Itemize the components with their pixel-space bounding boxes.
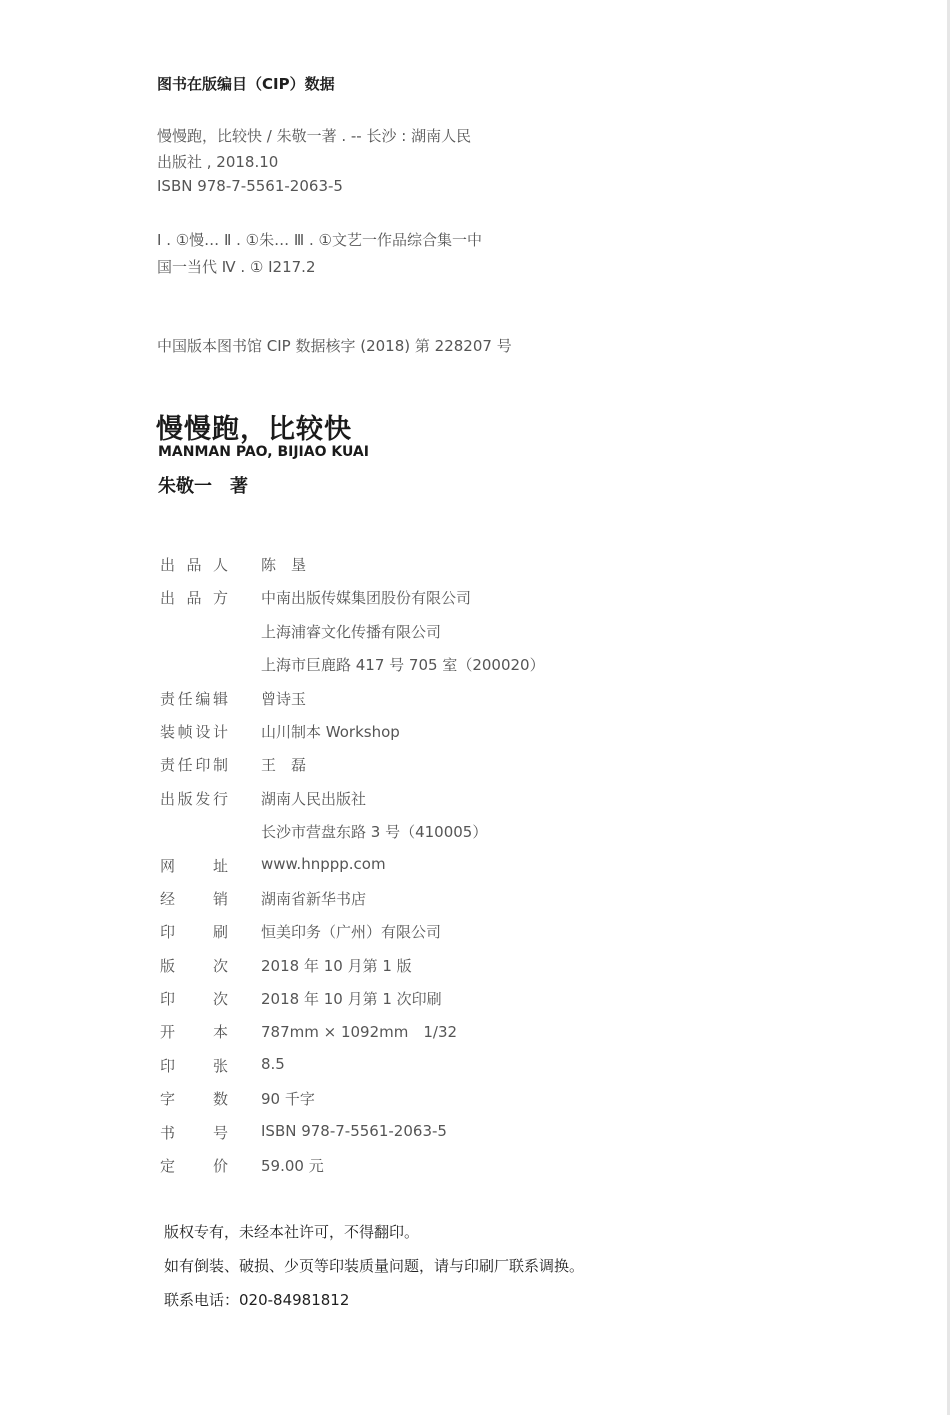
copyright-notice: 版权专有，未经本社许可，不得翻印。 [164,1223,420,1241]
book-title: 慢慢跑，比较快 [156,414,352,445]
label-printing: 印 次 [160,990,228,1008]
cip-heading: 图书在版编目（CIP）数据 [157,75,335,93]
value-design: 山川制本 Workshop [261,723,400,741]
label-sheets: 印 张 [160,1057,228,1075]
value-format: 787mm × 1092mm 1/32 [261,1023,458,1041]
label-seller: 经 销 [160,890,228,908]
cip-classification-line: Ⅰ . ①慢… Ⅱ . ①朱… Ⅲ . ①文艺一作品综合集一中 [157,231,482,249]
value-sheets: 8.5 [261,1055,285,1073]
label-publisher-party: 出 品 方 [160,589,228,607]
label-price: 定 价 [160,1157,228,1175]
value-website: www.hnppp.com [261,855,386,873]
contact-phone: 联系电话：020-84981812 [164,1291,350,1309]
cip-record-number: 中国版本图书馆 CIP 数据核字 (2018) 第 228207 号 [157,337,512,355]
label-design: 装 帧 设 计 [160,723,228,741]
cip-line: 慢慢跑，比较快 / 朱敬一著 . -- 长沙 : 湖南人民 [157,127,472,145]
value-distribution-address: 长沙市营盘东路 3 号（410005） [261,823,488,841]
value-publisher-party: 上海浦睿文化传播有限公司 [261,623,442,641]
label-editor: 责 任 编 辑 [160,690,228,708]
value-printing: 2018 年 10 月第 1 次印刷 [261,990,442,1008]
value-distribution: 湖南人民出版社 [261,790,367,808]
cip-line: 出版社 , 2018.10 [157,153,279,171]
cip-isbn-line: ISBN 978-7-5561-2063-5 [157,177,343,195]
book-author: 朱敬一 著 [158,476,248,497]
label-website: 网 址 [160,857,228,875]
value-publisher-party: 中南出版传媒集团股份有限公司 [261,589,472,607]
label-edition: 版 次 [160,957,228,975]
label-word-count: 字 数 [160,1090,228,1108]
label-distribution: 出 版 发 行 [160,790,228,808]
quality-notice: 如有倒装、破损、少页等印装质量问题，请与印刷厂联系调换。 [164,1257,585,1275]
book-title-pinyin: MANMAN PAO, BIJIAO KUAI [158,444,369,460]
label-book-number: 书 号 [160,1124,228,1142]
value-edition: 2018 年 10 月第 1 版 [261,957,412,975]
label-print-supervisor: 责 任 印 制 [160,756,228,774]
label-format: 开 本 [160,1023,228,1041]
value-editor: 曾诗玉 [261,690,307,708]
value-word-count: 90 千字 [261,1090,315,1108]
value-print-supervisor: 王 磊 [261,756,307,774]
value-price: 59.00 元 [261,1157,324,1175]
value-seller: 湖南省新华书店 [261,890,367,908]
cip-classification-line: 国一当代 Ⅳ . ① I217.2 [157,258,316,276]
value-book-number: ISBN 978-7-5561-2063-5 [261,1122,447,1140]
label-producer: 出 品 人 [160,556,228,574]
label-printer: 印 刷 [160,923,228,941]
value-producer: 陈 垦 [261,556,307,574]
value-publisher-address: 上海市巨鹿路 417 号 705 室（200020） [261,656,545,674]
value-printer: 恒美印务（广州）有限公司 [261,923,442,941]
